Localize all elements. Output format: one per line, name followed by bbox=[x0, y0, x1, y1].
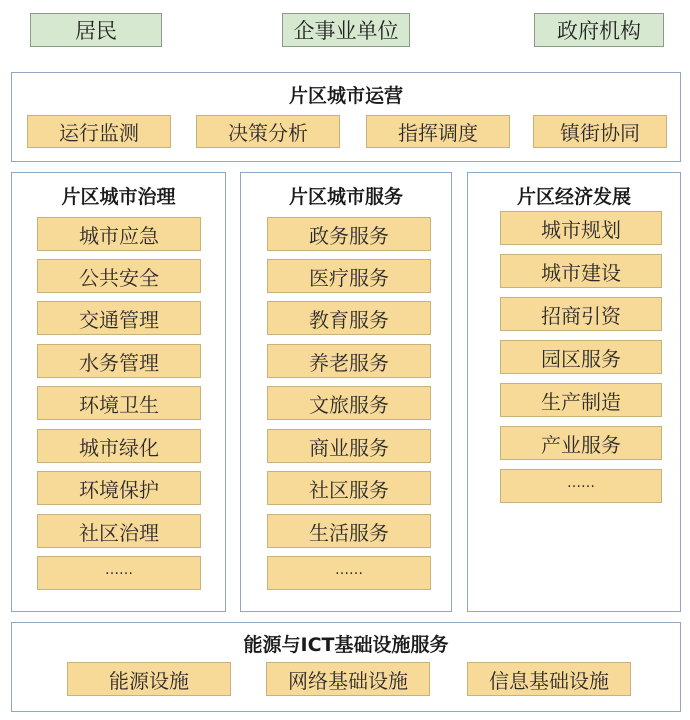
services-item: 政务服务 bbox=[267, 217, 431, 251]
operations-title: 片区城市运营 bbox=[288, 85, 403, 107]
services-item-more: …… bbox=[267, 556, 431, 590]
services-item: 养老服务 bbox=[267, 344, 431, 378]
governance-item: 社区治理 bbox=[37, 514, 201, 548]
governance-item: 环境卫生 bbox=[37, 386, 201, 420]
economy-item: 城市建设 bbox=[500, 254, 662, 288]
stakeholder-government: 政府机构 bbox=[534, 13, 664, 47]
economy-panel bbox=[467, 172, 681, 612]
services-item: 生活服务 bbox=[267, 514, 431, 548]
services-item: 商业服务 bbox=[267, 429, 431, 463]
governance-item: 环境保护 bbox=[37, 471, 201, 505]
economy-item-more: …… bbox=[500, 469, 662, 503]
economy-title: 片区经济发展 bbox=[516, 186, 631, 208]
governance-item: 交通管理 bbox=[37, 301, 201, 335]
governance-item: 城市绿化 bbox=[37, 429, 201, 463]
operations-item: 镇街协同 bbox=[533, 115, 667, 148]
services-item: 教育服务 bbox=[267, 301, 431, 335]
services-title: 片区城市服务 bbox=[288, 186, 403, 208]
governance-item-more: …… bbox=[37, 556, 201, 590]
services-item: 文旅服务 bbox=[267, 386, 431, 420]
infrastructure-item: 能源设施 bbox=[67, 662, 231, 696]
economy-item: 城市规划 bbox=[500, 211, 662, 245]
infrastructure-title: 能源与ICT基础设施服务 bbox=[243, 634, 449, 656]
infrastructure-item: 网络基础设施 bbox=[266, 662, 430, 696]
economy-item: 招商引资 bbox=[500, 297, 662, 331]
infrastructure-panel bbox=[11, 622, 681, 712]
governance-panel bbox=[11, 172, 226, 612]
services-panel bbox=[240, 172, 452, 612]
economy-item: 园区服务 bbox=[500, 340, 662, 374]
governance-item: 水务管理 bbox=[37, 344, 201, 378]
operations-item: 运行监测 bbox=[27, 115, 171, 148]
operations-item: 决策分析 bbox=[196, 115, 340, 148]
economy-item: 生产制造 bbox=[500, 383, 662, 417]
operations-item: 指挥调度 bbox=[366, 115, 510, 148]
governance-item: 公共安全 bbox=[37, 259, 201, 293]
governance-title: 片区城市治理 bbox=[61, 186, 176, 208]
economy-item: 产业服务 bbox=[500, 426, 662, 460]
stakeholder-enterprises: 企事业单位 bbox=[282, 13, 410, 47]
services-item: 社区服务 bbox=[267, 471, 431, 505]
services-item: 医疗服务 bbox=[267, 259, 431, 293]
infrastructure-item: 信息基础设施 bbox=[467, 662, 631, 696]
operations-panel bbox=[11, 72, 681, 162]
governance-item: 城市应急 bbox=[37, 217, 201, 251]
stakeholder-residents: 居民 bbox=[30, 13, 162, 47]
